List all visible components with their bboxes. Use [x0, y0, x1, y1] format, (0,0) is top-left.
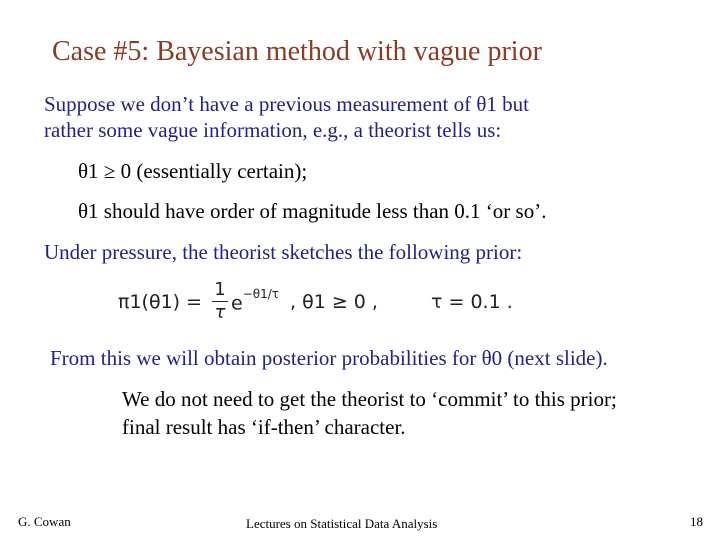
formula-denominator: τ	[214, 302, 226, 323]
pressure-line: Under pressure, the theorist sketches the following prior:	[44, 240, 523, 264]
intro-line-1: Suppose we don’t have a previous measurement of θ1 but	[44, 92, 529, 116]
formula-condition-tau: τ = 0.1 .	[431, 291, 513, 313]
commit-line-1: We do not need to get the theorist to ‘commit’ to this prior;	[122, 387, 617, 411]
footer-course: Lectures on Statistical Data Analysis	[246, 516, 438, 531]
bullet-magnitude: θ1 should have order of magnitude less than 0.1 ‘or so’.	[78, 199, 547, 223]
formula-lhs: π1(θ1) =	[118, 291, 203, 313]
footer-page-number: 18	[690, 514, 703, 529]
formula-exponent: −θ1/τ	[242, 287, 280, 301]
formula-exp-base: e	[231, 292, 243, 315]
intro-line-2: rather some vague information, e.g., a theorist tells us:	[44, 118, 502, 142]
footer-author: G. Cowan	[18, 514, 71, 529]
commit-line-2: final result has ‘if-then’ character.	[122, 415, 406, 439]
prior-formula	[118, 276, 538, 332]
posterior-line: From this we will obtain posterior probabilities for θ0 (next slide).	[50, 346, 608, 370]
bullet-nonnegative: θ1 ≥ 0 (essentially certain);	[78, 159, 308, 183]
formula-exponential	[231, 287, 280, 315]
formula-condition-theta: , θ1 ≥ 0 ,	[290, 291, 378, 313]
slide-title: Case #5: Bayesian method with vague prior	[52, 36, 542, 67]
formula-numerator: 1	[214, 279, 226, 300]
formula-fraction	[212, 280, 228, 323]
